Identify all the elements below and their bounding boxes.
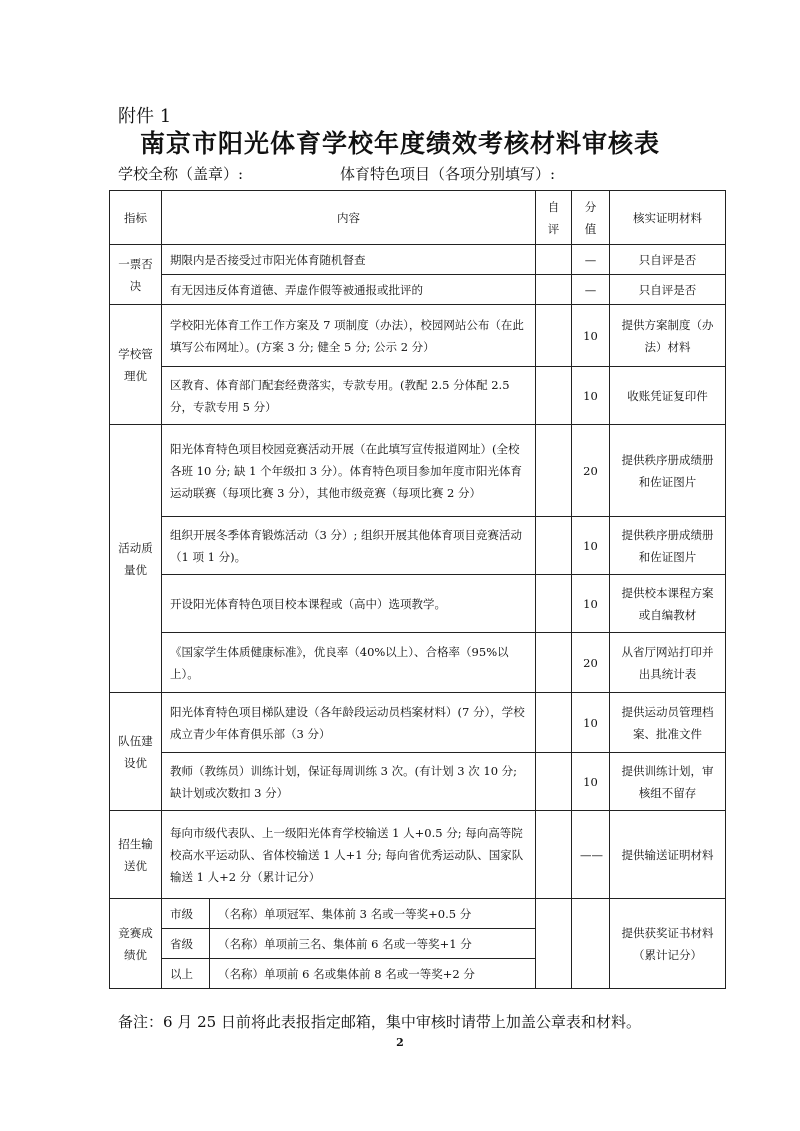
table-row [110,517,726,575]
self-eval-cell[interactable] [536,811,572,899]
attachment-label: 附件 1 [118,106,172,127]
category-team: 队伍建设优 [110,693,162,811]
row-content: 区教育、体育部门配套经费落实，专款专用。(教配 2.5 分体配 2.5 分，专款专用 5 分） [162,367,536,425]
self-eval-cell[interactable] [536,425,572,517]
self-eval-cell[interactable] [536,899,572,989]
table-row [110,753,726,811]
material-cell: 收账凭证复印件 [610,367,726,425]
score-cell [572,899,610,989]
level-cell: 省级 [162,929,210,959]
score-cell: — [572,245,610,275]
material-cell: 只自评是否 [610,275,726,305]
table-row [110,305,726,367]
row-content: 组织开展冬季体育锻炼活动（3 分）; 组织开展其他体育项目竞赛活动（1 项 1 分)。 [162,517,536,575]
table-row [110,245,726,275]
material-cell: 从省厅网站打印并出具统计表 [610,633,726,693]
table-row [110,811,726,899]
material-cell: 提供方案制度（办法）材料 [610,305,726,367]
assessment-table [109,190,726,989]
score-cell: 10 [572,753,610,811]
material-cell: 提供校本课程方案或自编教材 [610,575,726,633]
material-cell: 提供秩序册成绩册和佐证图片 [610,517,726,575]
row-content: 期限内是否接受过市阳光体育随机督查 [162,245,536,275]
table-row [110,425,726,517]
table-header-row [110,191,726,245]
row-content: 有无因违反体育道德、弄虚作假等被通报或批评的 [162,275,536,305]
table-row [110,575,726,633]
row-content: （名称）单项冠军、集体前 3 名或一等奖+0.5 分 [210,899,536,929]
category-competition: 竞赛成绩优 [110,899,162,989]
self-eval-cell[interactable] [536,245,572,275]
sport-item-label: 体育特色项目（各项分别填写）: [340,165,556,183]
self-eval-cell[interactable] [536,753,572,811]
self-eval-cell[interactable] [536,275,572,305]
page-number: 2 [396,1036,404,1049]
level-cell: 以上 [162,959,210,989]
self-eval-cell[interactable] [536,305,572,367]
score-cell: — [572,275,610,305]
self-eval-cell[interactable] [536,693,572,753]
row-content: 阳光体育特色项目校园竞赛活动开展（在此填写宣传报道网址）(全校各班 10 分; 缺 1 个年级扣 3 分）。体育特色项目参加年度市阳光体育运动联赛（每项比赛 3 分），其他市级竞赛（每项比赛 2 分） [162,425,536,517]
category-activity: 活动质量优 [110,425,162,693]
header-content: 内容 [162,191,536,245]
row-content: 《国家学生体质健康标准》，优良率（40%以上）、合格率（95%以上）。 [162,633,536,693]
row-content: 教师（教练员）训练计划，保证每周训练 3 次。(有计划 3 次 10 分; 缺计划或次数扣 3 分） [162,753,536,811]
row-content: （名称）单项前 6 名或集体前 8 名或一等奖+2 分 [210,959,536,989]
self-eval-cell[interactable] [536,517,572,575]
score-cell: 10 [572,517,610,575]
category-management: 学校管理优 [110,305,162,425]
header-self-eval: 自评 [536,191,572,245]
material-cell: 提供秩序册成绩册和佐证图片 [610,425,726,517]
material-cell: 提供运动员管理档案、批准文件 [610,693,726,753]
level-cell: 市级 [162,899,210,929]
page-title: 南京市阳光体育学校年度绩效考核材料审核表 [139,129,660,158]
footnote: 备注：6 月 25 日前将此表报指定邮箱，集中审核时请带上加盖公章表和材料。 [118,1013,641,1031]
score-cell: 10 [572,575,610,633]
header-materials: 核实证明材料 [610,191,726,245]
score-cell: 10 [572,305,610,367]
material-cell: 只自评是否 [610,245,726,275]
self-eval-cell[interactable] [536,633,572,693]
table-row [110,633,726,693]
score-cell: 20 [572,425,610,517]
table-row [110,275,726,305]
self-eval-cell[interactable] [536,575,572,633]
row-content: 每向市级代表队、上一级阳光体育学校输送 1 人+0.5 分; 每向高等院校高水平运动队、省体校输送 1 人+1 分; 每向省优秀运动队、国家队输送 1 人+2 分（累计记分） [162,811,536,899]
self-eval-cell[interactable] [536,367,572,425]
material-cell: 提供训练计划，审核组不留存 [610,753,726,811]
table-row [110,693,726,753]
table-row [110,899,726,929]
score-cell: —— [572,811,610,899]
score-cell: 20 [572,633,610,693]
row-content: 阳光体育特色项目梯队建设（各年龄段运动员档案材料）(7 分），学校成立青少年体育俱乐部（3 分） [162,693,536,753]
score-cell: 10 [572,367,610,425]
category-veto: 一票否决 [110,245,162,305]
category-transfer: 招生输送优 [110,811,162,899]
header-indicator: 指标 [110,191,162,245]
row-content: 学校阳光体育工作工作方案及 7 项制度（办法），校园网站公布（在此填写公布网址）。(方案 3 分; 健全 5 分; 公示 2 分） [162,305,536,367]
row-content: （名称）单项前三名、集体前 6 名或一等奖+1 分 [210,929,536,959]
material-cell: 提供输送证明材料 [610,811,726,899]
material-cell: 提供获奖证书材料（累计记分） [610,899,726,989]
row-content: 开设阳光体育特色项目校本课程或（高中）选项教学。 [162,575,536,633]
table-row [110,367,726,425]
header-score: 分值 [572,191,610,245]
score-cell: 10 [572,693,610,753]
school-name-label: 学校全称（盖章）: [118,165,244,183]
